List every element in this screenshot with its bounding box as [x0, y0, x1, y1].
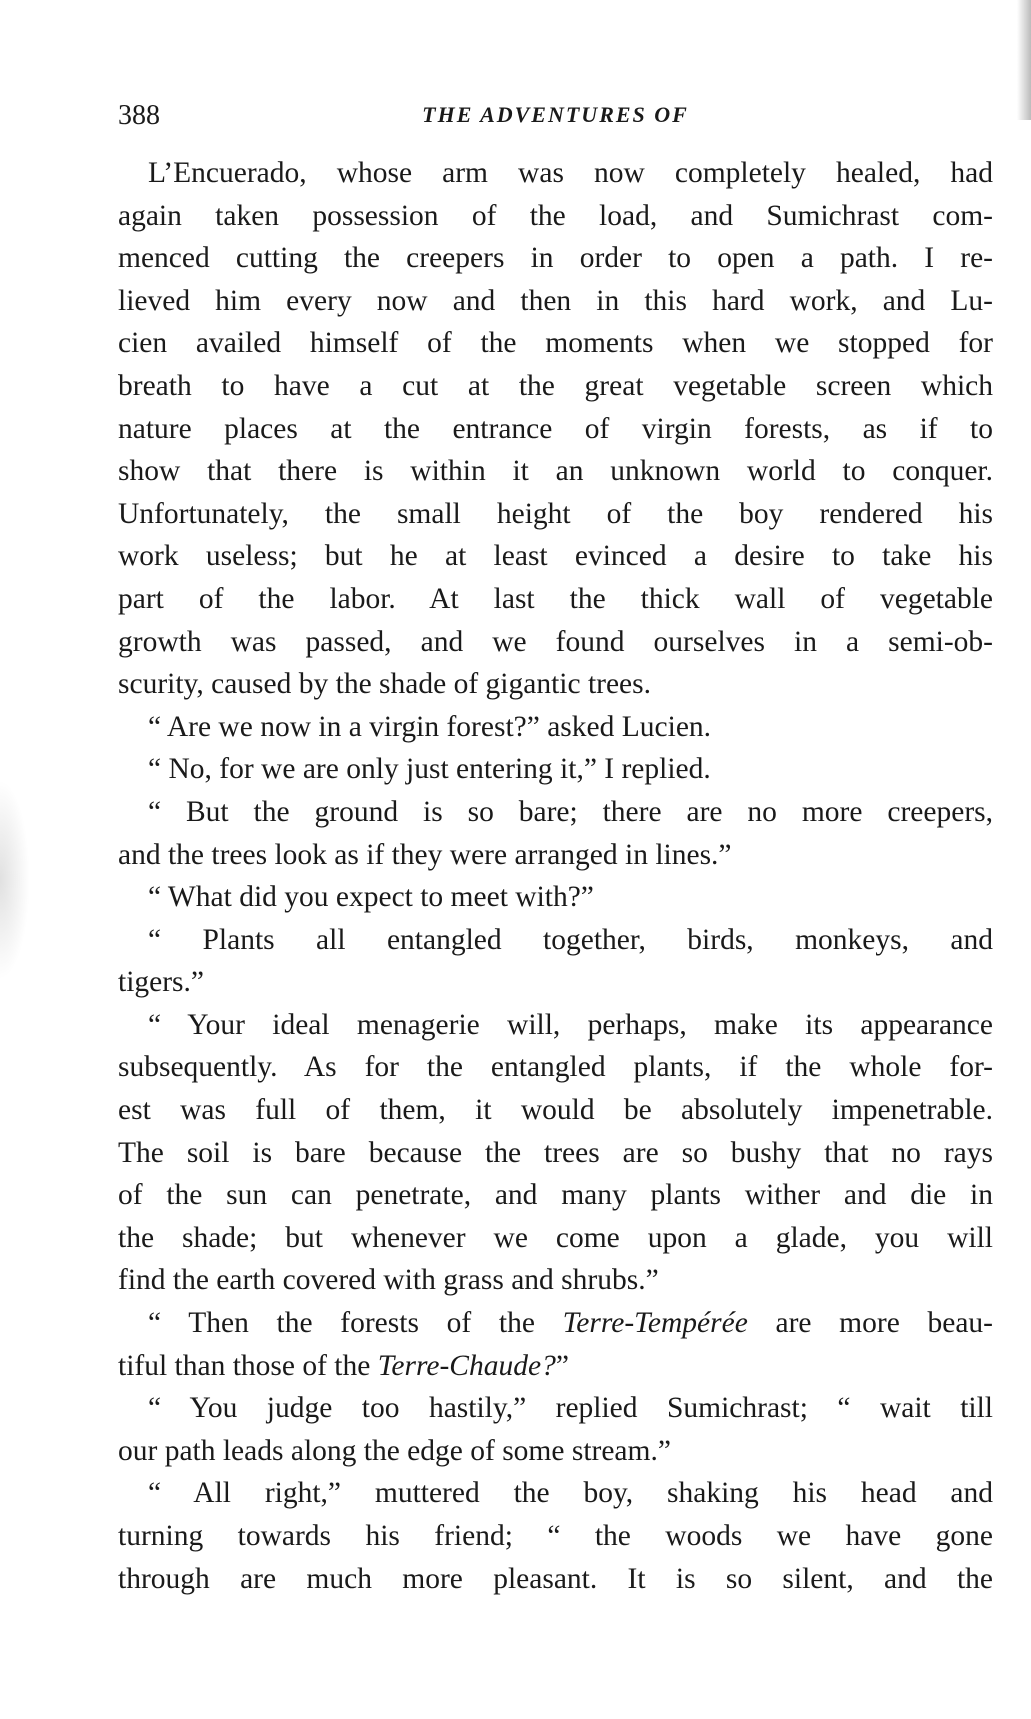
text-line: L’Encuerado, whose arm was now completely healed, had [148, 157, 993, 189]
running-title: THE ADVENTURES OF [422, 102, 689, 127]
text-line: “ You judge too hastily,” replied Sumichrast; “ wait till [148, 1392, 993, 1425]
text-line: tiful than those of the Terre-Chaude?” [118, 1349, 569, 1382]
text-line: of the sun can penetrate, and many plants wither and die in [118, 1179, 993, 1212]
text-line: tigers.” [118, 966, 205, 999]
text-line: show that there is within it an unknown world to conquer. [118, 455, 993, 488]
text-line: cien availed himself of the moments when we stopped for [118, 327, 993, 360]
text-line: turning towards his friend; “ the woods we have gone [118, 1520, 993, 1552]
page-edge-shadow [1017, 0, 1031, 120]
text-line: “ What did you expect to meet with?” [148, 881, 594, 914]
text-line: work useless; but he at least evinced a desire to take his [118, 540, 993, 573]
text-line: est was full of them, it would be absolutely impenetrable. [118, 1094, 993, 1127]
text-line: menced cutting the creepers in order to open a path. I re- [118, 242, 993, 275]
text-line: “ Plants all entangled together, birds, monkeys, and [148, 923, 993, 956]
page-number: 388 [118, 100, 160, 131]
text-line: the shade; but whenever we come upon a glade, you will [118, 1221, 993, 1254]
text-line: growth was passed, and we found ourselves in a semi-ob- [118, 625, 993, 658]
text-line: “ But the ground is so bare; there are no more creepers, [148, 795, 993, 828]
page-header [118, 100, 993, 140]
text-line: part of the labor. At last the thick wall of vegetable [118, 582, 993, 615]
text-line: lieved him every now and then in this hard work, and Lu- [118, 284, 993, 317]
text-line: “ Then the forests of the Terre-Tempérée are more beau- [148, 1307, 993, 1340]
italic-term: Terre-Tempérée [562, 1307, 748, 1340]
text-line: Unfortunately, the small height of the boy rendered his [118, 497, 993, 530]
text-line: subsequently. As for the entangled plants, if the whole for- [118, 1051, 993, 1084]
text-line: and the trees look as if they were arranged in lines.” [118, 838, 732, 871]
text-line: again taken possession of the load, and Sumichrast com- [118, 199, 993, 232]
text-line: scurity, caused by the shade of gigantic trees. [118, 668, 652, 701]
text-line: breath to have a cut at the great vegetable screen which [118, 369, 993, 402]
body-text [118, 152, 993, 1600]
text-line: find the earth covered with grass and shrubs.” [118, 1264, 659, 1297]
page-stain [0, 780, 30, 980]
text-line: our path leads along the edge of some stream.” [118, 1434, 671, 1467]
text-line: nature places at the entrance of virgin forests, as if to [118, 412, 993, 445]
text-line: “ No, for we are only just entering it,” I replied. [148, 753, 711, 786]
text-line: “ Your ideal menagerie will, perhaps, make its appearance [148, 1008, 993, 1041]
text-line: “ Are we now in a virgin forest?” asked Lucien. [148, 710, 712, 743]
text-line: The soil is bare because the trees are so bushy that no rays [118, 1136, 993, 1169]
text-line: “ All right,” muttered the boy, shaking his head and [148, 1477, 993, 1510]
italic-term: Terre-Chaude? [377, 1349, 556, 1382]
text-line: through are much more pleasant. It is so silent, and the [118, 1562, 993, 1595]
